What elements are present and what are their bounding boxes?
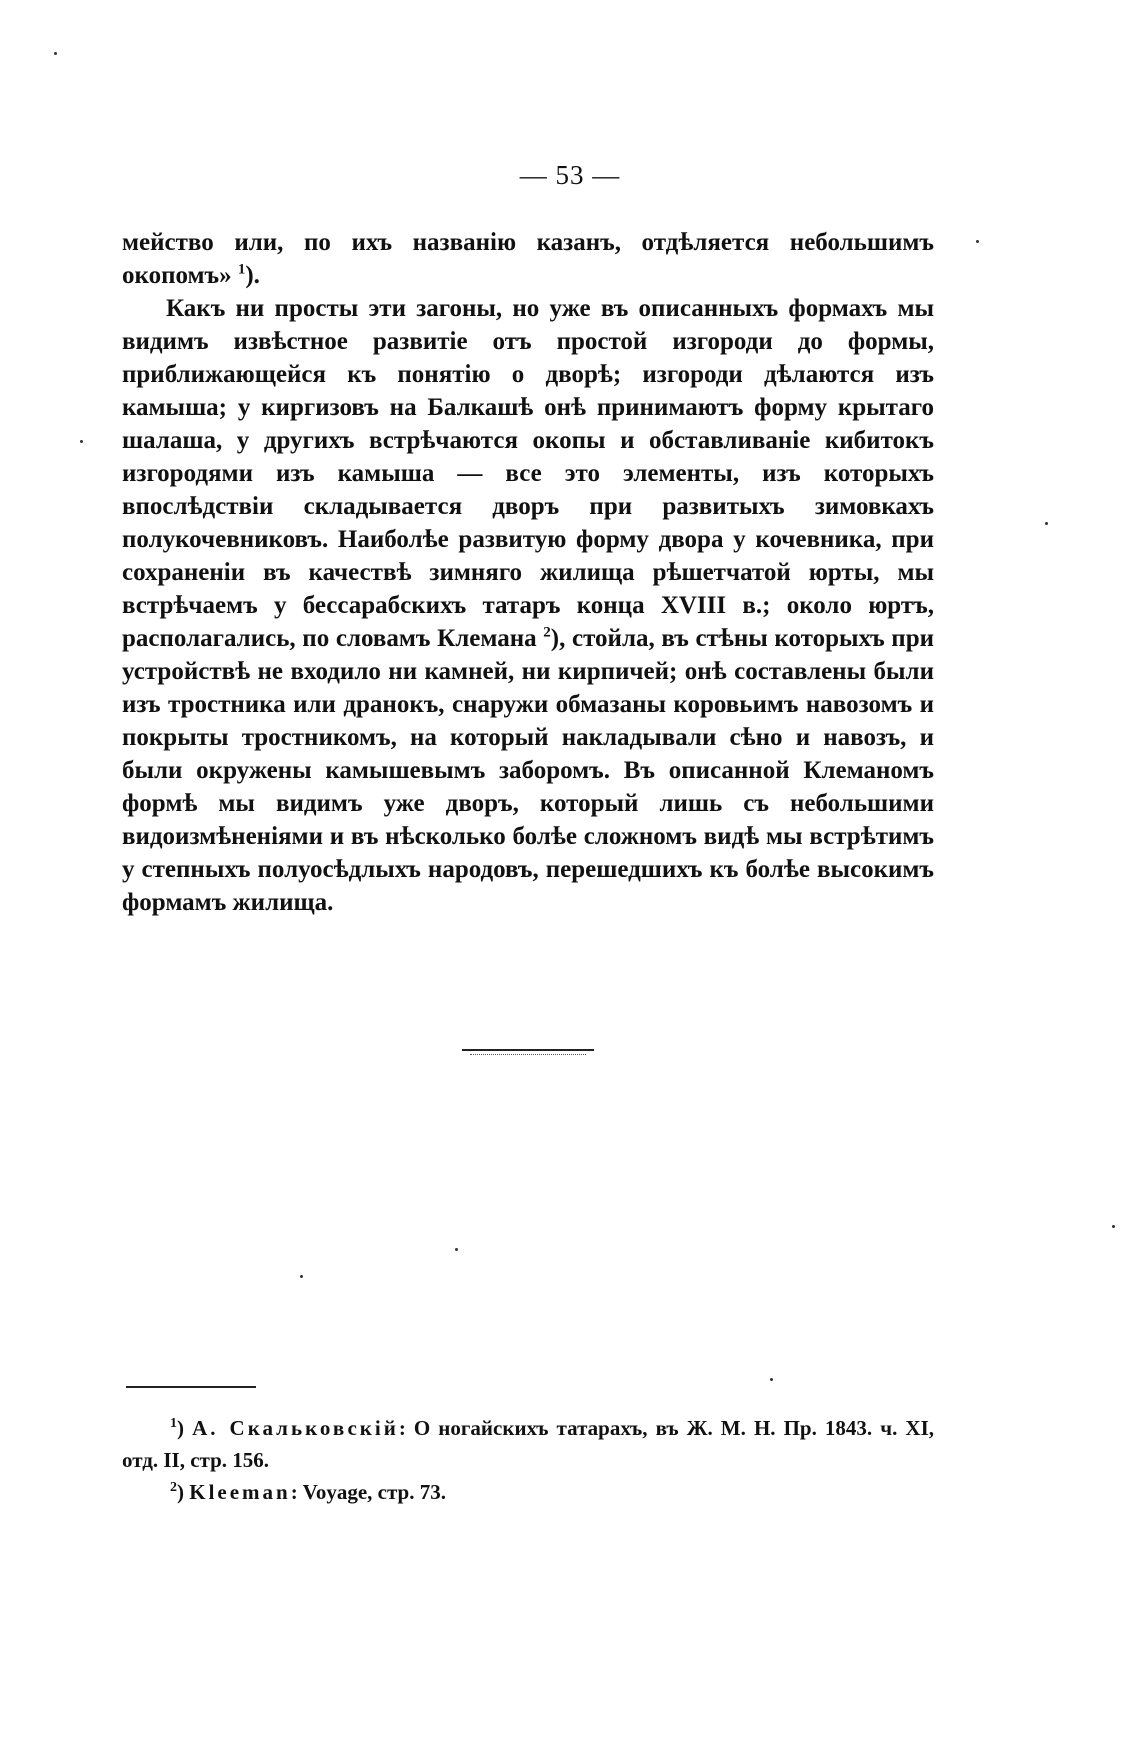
- section-divider: [462, 1049, 594, 1051]
- print-speck: [54, 52, 57, 55]
- print-speck: [300, 1275, 303, 1278]
- footnotes: [122, 1412, 934, 1508]
- paragraph-text-tail: ), стойла, въ стѣны которыхъ при устройствѣ не входило ни камней, ни кирпичей; онѣ составлены были изъ тростника или дранокъ, снаружи обмазаны коровьимъ навозомъ и покрыты тростникомъ, на который накладывали сѣно и навозъ, и были окружены камышевымъ заборомъ. Въ описанной Клеманомъ формѣ мы видимъ уже дворъ, который лишь съ небольшими видоизмѣненіями и въ нѣсколько болѣе сложномъ видѣ мы встрѣтимъ у степныхъ полуосѣдлыхъ народовъ, перешедшихъ къ болѣе высокимъ формамъ жилища.: [122, 625, 935, 916]
- footnote-text: : Voyage, стр. 73.: [290, 1480, 446, 1504]
- print-speck: [1045, 522, 1048, 525]
- footnote-2: $^2$) Kleeman: Voyage, стр. 73.: [170, 1480, 446, 1504]
- footnote-author: Kleeman: [189, 1480, 291, 1504]
- footnote-text: : О ногайскихъ татарахъ, въ Ж. М. Н. Пр. 1843. ч. XI, отд. II, стр. 156.: [122, 1416, 934, 1472]
- page-number: — 53 —: [519, 160, 621, 190]
- paragraph: [122, 292, 934, 919]
- footnote-author: А. Скальковскій: [192, 1416, 399, 1440]
- paragraph-text: Какъ ни просты эти загоны, но уже въ описанныхъ формахъ мы видимъ извѣстное развитіе отъ простой изгороди до формы, приближающейся къ понятію о дворѣ; изгороди дѣлаются изъ камыша; у киргизовъ на Балкашѣ онѣ принимаютъ форму крытаго шалаша, у другихъ встрѣчаются окопы и обставливаніе кибитокъ изгородями изъ камыша — все это элементы, изъ которыхъ впослѣдствіи складывается дворъ при развитыхъ зимовкахъ полукочевниковъ. Наиболѣе развитую форму двора у кочевника, при сохраненіи въ качествѣ зимняго жилища рѣшетчатой юрты, мы встрѣчаемъ у бессарабскихъ татаръ конца XVIII в.; около юртъ, располагались, по словамъ Клемана: [122, 295, 934, 652]
- footnote-1: $^1$) А. Скальковскій: О ногайскихъ татарахъ, въ Ж. М. Н. Пр. 1843. ч. XI, отд. II, стр. 156.: [122, 1416, 934, 1472]
- print-speck: [1112, 1225, 1115, 1228]
- print-speck: [770, 1378, 773, 1381]
- print-speck: [976, 240, 979, 243]
- paragraph-continued: [122, 226, 934, 292]
- footnote-number: 2: [170, 1480, 177, 1495]
- footnote-number: 1: [170, 1416, 177, 1431]
- main-text: [122, 226, 934, 919]
- print-speck: [80, 440, 83, 443]
- footnote-separator: [126, 1386, 256, 1388]
- print-speck: [455, 1248, 458, 1251]
- footnote-ref-2: 2: [543, 624, 551, 641]
- paragraph-text-tail: ).: [245, 262, 260, 289]
- footnote-ref-1: 1: [237, 261, 246, 278]
- paragraph-text: мейство или, по ихъ названію казанъ, отдѣляется небольшимъ окопомъ»: [122, 229, 934, 289]
